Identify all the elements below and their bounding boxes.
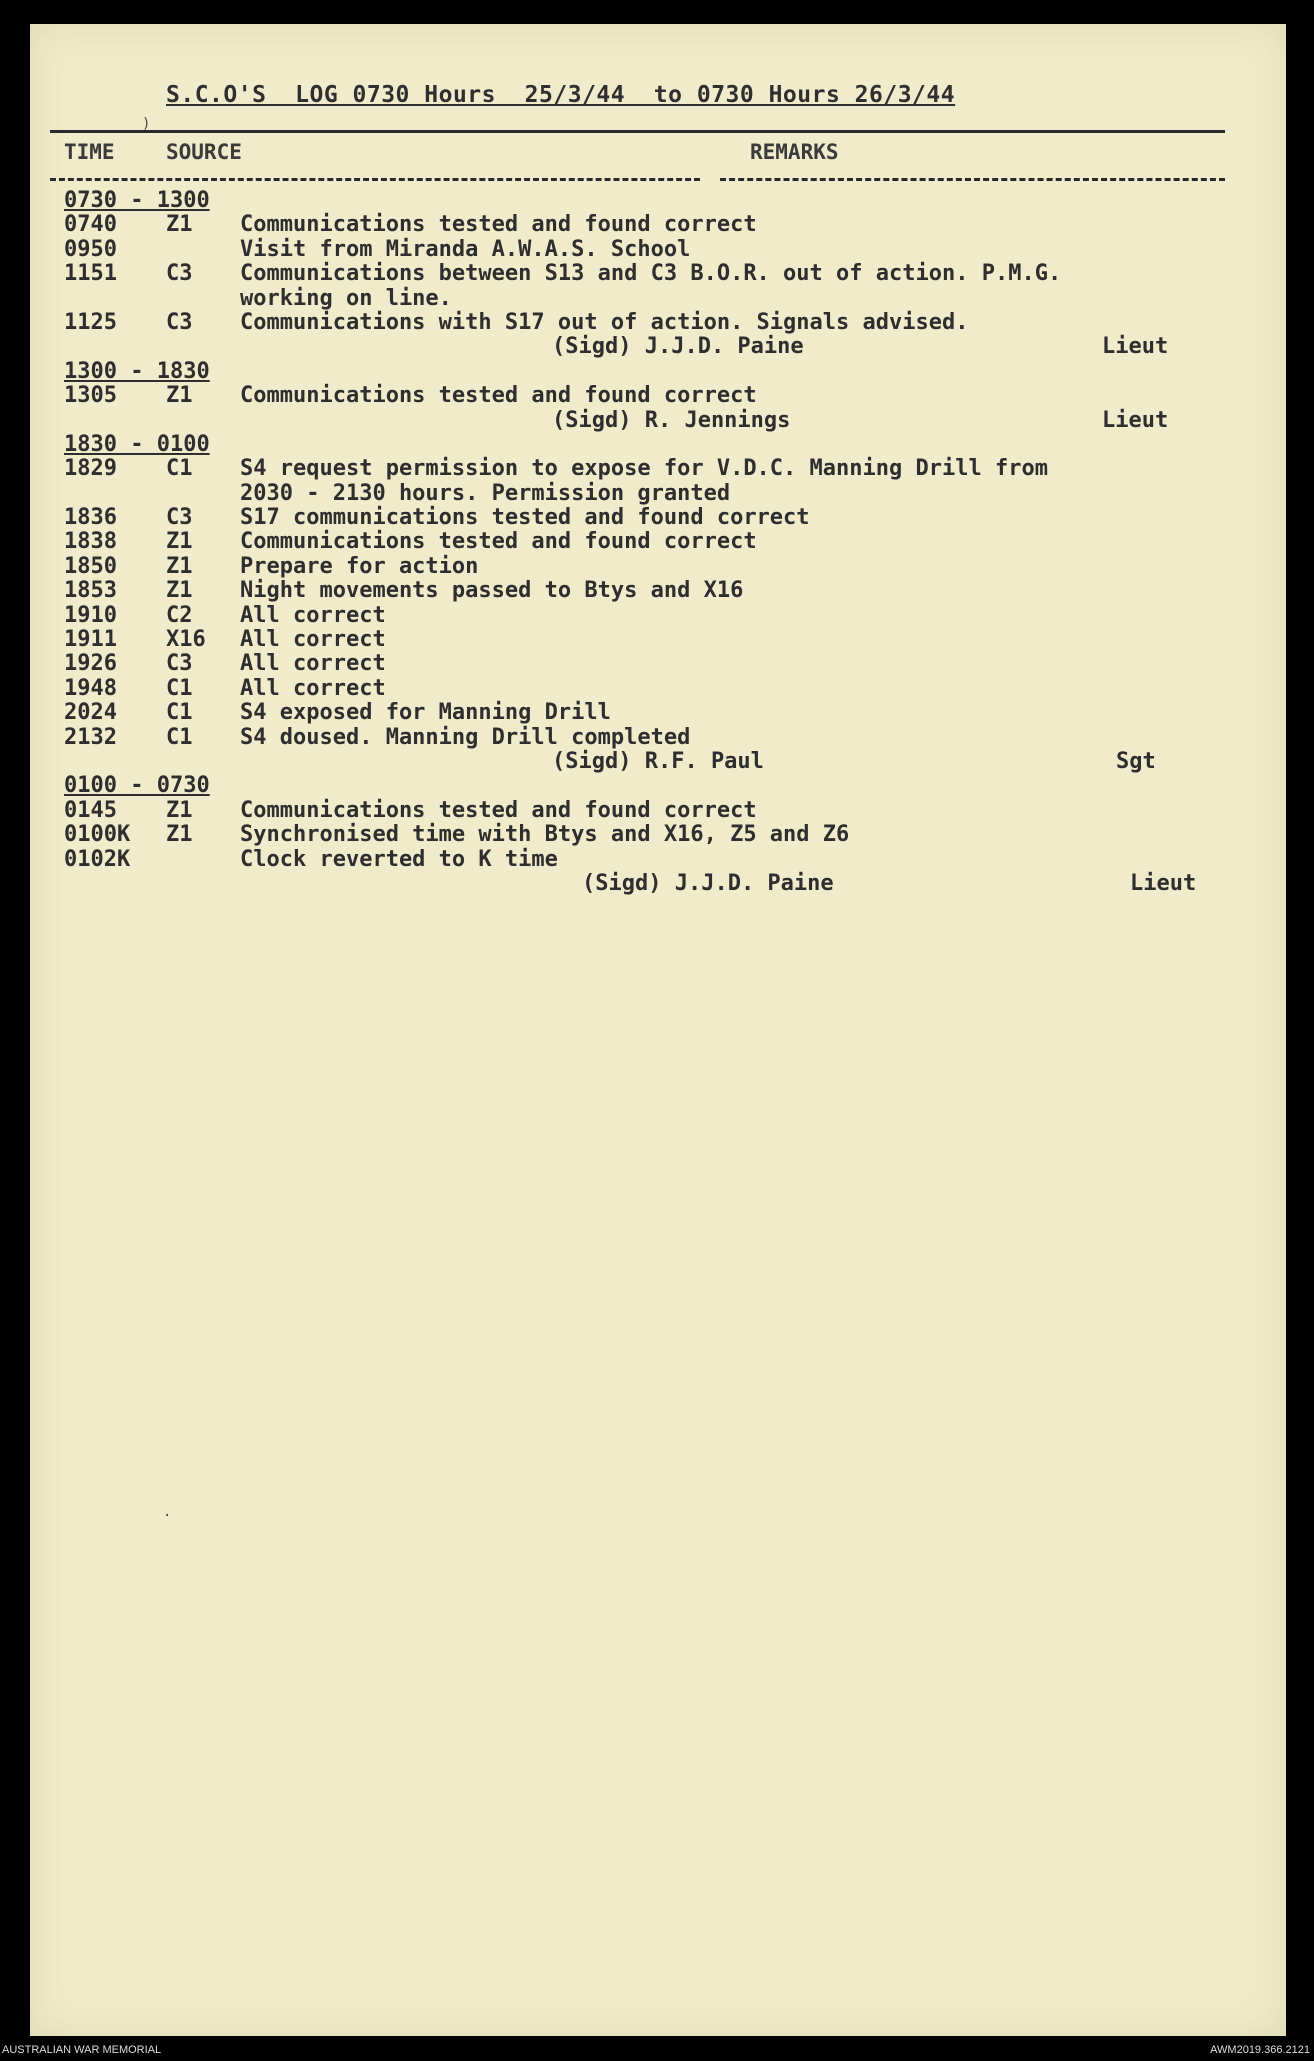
entry-remark: Clock reverted to K time (240, 846, 558, 872)
section-heading (30, 774, 1286, 798)
log-row (30, 384, 1286, 408)
log-row (30, 457, 1286, 481)
entry-remark: All correct (240, 627, 386, 653)
ink-dot: · (163, 1508, 172, 1524)
log-row (30, 530, 1286, 554)
section-time-range: 1300 - 1830 (64, 358, 210, 384)
entry-remark: S4 doused. Manning Drill completed (240, 724, 691, 750)
header-remarks: REMARKS (750, 140, 839, 164)
section-time-range: 0100 - 0730 (64, 773, 210, 799)
entry-time: 1911 (64, 627, 117, 653)
signature-row (30, 872, 1286, 896)
entry-time: 2024 (64, 700, 117, 726)
entry-remark: Night movements passed to Btys and X16 (240, 578, 744, 604)
header-time: TIME (64, 140, 115, 164)
entry-remark: Communications tested and found correct (240, 797, 757, 823)
log-row (30, 506, 1286, 530)
entry-source: C3 (166, 505, 193, 531)
entry-source: C2 (166, 602, 193, 628)
entry-remark: Communications between S13 and C3 B.O.R. out of action. P.M.G. (240, 261, 1062, 287)
entry-time: 0102K (64, 846, 131, 872)
signature-name: (Sigd) J.J.D. Paine (552, 334, 804, 360)
entry-remark: Visit from Miranda A.W.A.S. School (240, 236, 691, 262)
log-row (30, 238, 1286, 262)
entry-source: X16 (166, 627, 206, 653)
entry-remark: S4 exposed for Manning Drill (240, 700, 611, 726)
entry-time: 0100K (64, 822, 131, 848)
signature-rank: Lieut (1130, 870, 1197, 896)
entry-remark: Synchronised time with Btys and X16, Z5 and Z6 (240, 822, 850, 848)
log-row (30, 652, 1286, 676)
entry-time: 1305 (64, 383, 117, 409)
log-entries (30, 189, 1286, 896)
log-row (30, 799, 1286, 823)
section-heading (30, 189, 1286, 213)
entry-source: Z1 (166, 822, 193, 848)
header-bottom-rule-right (720, 178, 1225, 181)
footer-reference: AWM2019.366.2121 (1210, 2044, 1310, 2056)
entry-time: 1151 (64, 261, 117, 287)
log-sheet (30, 24, 1286, 2036)
log-row (30, 677, 1286, 701)
signature-row (30, 335, 1286, 359)
signature-rank: Lieut (1102, 334, 1169, 360)
log-row (30, 823, 1286, 847)
entry-remark: S17 communications tested and found correct (240, 505, 810, 531)
log-row (30, 726, 1286, 750)
entry-remark: All correct (240, 675, 386, 701)
log-title: S.C.O'S LOG 0730 Hours 25/3/44 to 0730 Hours 26/3/44 (166, 82, 956, 108)
log-row (30, 555, 1286, 579)
signature-rank: Lieut (1102, 407, 1169, 433)
entry-time: 1926 (64, 651, 117, 677)
log-row (30, 262, 1286, 286)
log-row (30, 604, 1286, 628)
entry-source: Z1 (166, 797, 193, 823)
signature-rank: Sgt (1116, 748, 1156, 774)
log-row (30, 213, 1286, 237)
entry-source: C1 (166, 456, 193, 482)
header-bottom-rule-left (50, 178, 700, 181)
entry-time: 1838 (64, 529, 117, 555)
entry-time: 1829 (64, 456, 117, 482)
entry-remark: Communications with S17 out of action. Signals advised. (240, 309, 969, 335)
entry-remark: All correct (240, 602, 386, 628)
entry-remark: 2030 - 2130 hours. Permission granted (240, 480, 731, 506)
footer-institution: AUSTRALIAN WAR MEMORIAL (2, 2044, 162, 2056)
entry-source: Z1 (166, 578, 193, 604)
signature-name: (Sigd) R.F. Paul (552, 748, 764, 774)
signature-row (30, 750, 1286, 774)
log-row (30, 482, 1286, 506)
log-row (30, 848, 1286, 872)
section-time-range: 1830 - 0100 (64, 431, 210, 457)
entry-source: C3 (166, 261, 193, 287)
entry-remark: Prepare for action (240, 553, 479, 579)
header-top-rule (50, 130, 1225, 133)
entry-time: 1850 (64, 553, 117, 579)
log-row (30, 311, 1286, 335)
entry-time: 2132 (64, 724, 117, 750)
pen-mark: ) (142, 116, 151, 132)
entry-source: C3 (166, 309, 193, 335)
entry-source: Z1 (166, 383, 193, 409)
entry-time: 0740 (64, 212, 117, 238)
signature-name: (Sigd) R. Jennings (552, 407, 791, 433)
entry-remark: Communications tested and found correct (240, 212, 757, 238)
log-row (30, 287, 1286, 311)
entry-source: C1 (166, 700, 193, 726)
entry-source: Z1 (166, 212, 193, 238)
entry-time: 1910 (64, 602, 117, 628)
entry-time: 0145 (64, 797, 117, 823)
entry-remark: Communications tested and found correct (240, 383, 757, 409)
entry-time: 1836 (64, 505, 117, 531)
signature-name: (Sigd) J.J.D. Paine (582, 870, 834, 896)
section-time-range: 0730 - 1300 (64, 188, 210, 213)
signature-row (30, 409, 1286, 433)
entry-remark: S4 request permission to expose for V.D.C. Manning Drill from (240, 456, 1048, 482)
entry-source: C1 (166, 675, 193, 701)
entry-time: 1853 (64, 578, 117, 604)
entry-time: 1125 (64, 309, 117, 335)
section-heading (30, 360, 1286, 384)
entry-remark: Communications tested and found correct (240, 529, 757, 555)
entry-remark: working on line. (240, 285, 452, 311)
entry-source: C1 (166, 724, 193, 750)
entry-source: C3 (166, 651, 193, 677)
entry-time: 0950 (64, 236, 117, 262)
log-row (30, 701, 1286, 725)
entry-time: 1948 (64, 675, 117, 701)
entry-remark: All correct (240, 651, 386, 677)
entry-source: Z1 (166, 553, 193, 579)
log-row (30, 579, 1286, 603)
header-source: SOURCE (166, 140, 242, 164)
entry-source: Z1 (166, 529, 193, 555)
section-heading (30, 433, 1286, 457)
log-row (30, 628, 1286, 652)
